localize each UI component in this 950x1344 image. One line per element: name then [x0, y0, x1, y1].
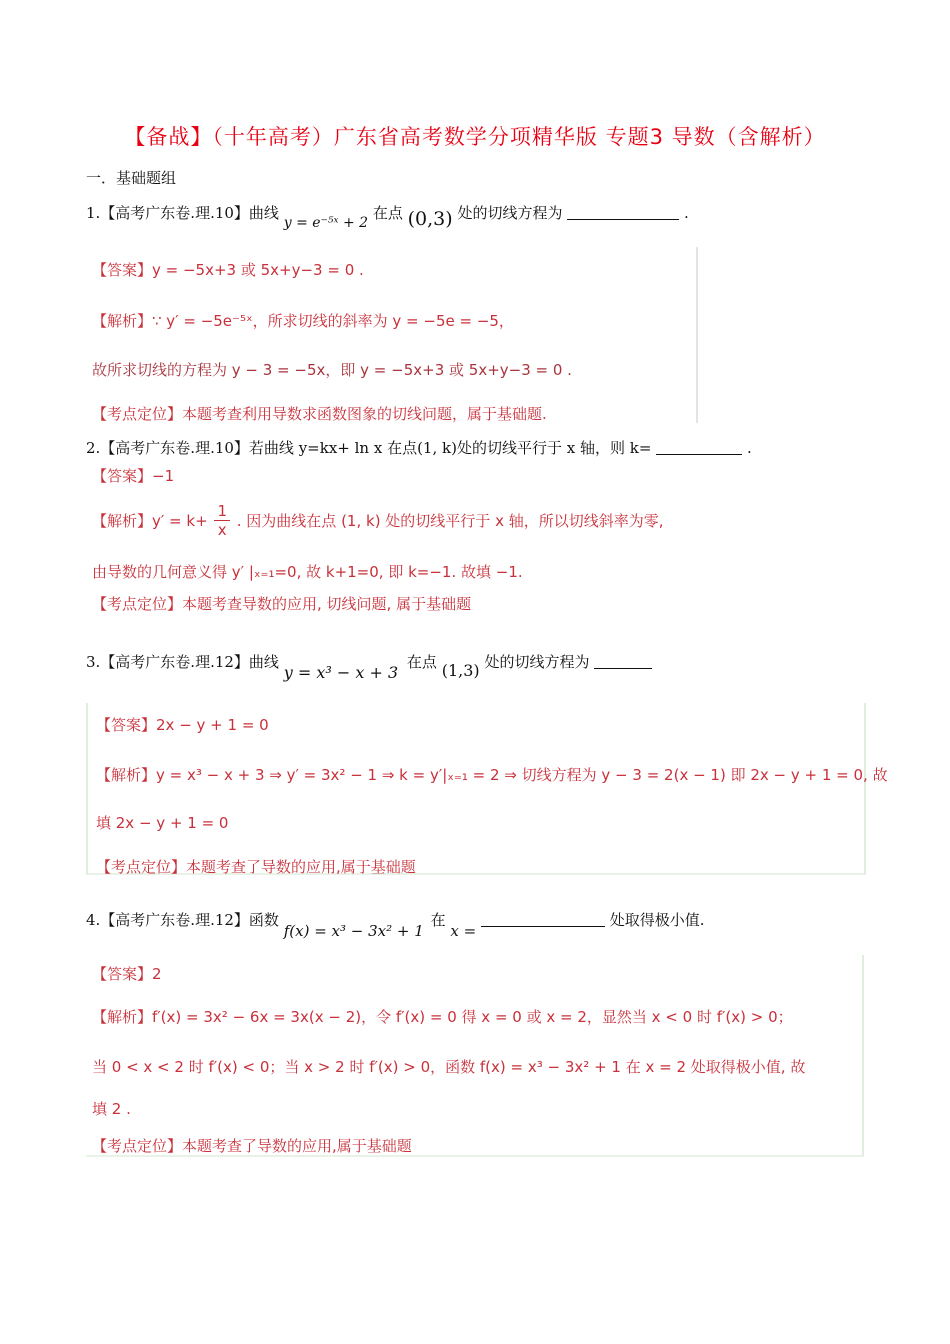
question-3-formula: y = x³ − x + 3 — [283, 663, 399, 682]
question-3-mid: 在点 — [406, 653, 437, 671]
question-3-lead: 3.【高考广东卷.理.12】曲线 — [86, 653, 279, 671]
fraction-denominator: x — [217, 521, 227, 539]
question-1-lead: 1.【高考广东卷.理.10】曲线 — [86, 204, 279, 222]
kaodian-4: 【考点定位】本题考查了导数的应用,属于基础题 — [92, 1137, 412, 1155]
solution-4: 【解析】f′(x) = 3x² − 6x = 3x(x − 2)，令 f′(x) = 0 得 x = 0 或 x = 2，显然当 x < 0 时 f′(x) > 0； — [92, 1008, 793, 1026]
question-4-xeq: x = — [450, 922, 477, 940]
fraction — [214, 502, 230, 539]
question-1-point: (0,3) — [407, 208, 453, 230]
solution-2 — [92, 502, 664, 539]
answer-blank — [567, 203, 679, 220]
solution-3-line2: 填 2x − y + 1 = 0 — [96, 814, 229, 832]
kaodian-1: 【考点定位】本题考查利用导数求函数图象的切线问题，属于基础题. — [92, 405, 547, 423]
question-3-tail: 处的切线方程为 — [484, 653, 590, 671]
question-1-formula: y = e⁻⁵ˣ + 2 — [283, 215, 369, 231]
section-heading: 一．基础题组 — [86, 169, 177, 187]
solution-2-line2: 由导数的几何意义得 y′ |ₓ₌₁=0, 故 k+1=0, 即 k=−1. 故填 −1. — [92, 563, 523, 581]
question-4-mid: 在 — [430, 911, 446, 929]
question-4-lead: 4.【高考广东卷.理.12】函数 — [86, 911, 279, 929]
answer-1: 【答案】y = −5x+3 或 5x+y−3 = 0 . — [92, 261, 364, 279]
question-3 — [86, 651, 652, 682]
answer-3: 【答案】2x − y + 1 = 0 — [96, 716, 269, 734]
question-2-text: 2.【高考广东卷.理.10】若曲线 y=kx+ ln x 在点(1, k)处的切线平行于 x 轴，则 k= — [86, 439, 652, 457]
solution-4-line3: 填 2 . — [92, 1100, 131, 1118]
fraction-numerator: 1 — [214, 502, 230, 521]
solution-3: 【解析】y = x³ − x + 3 ⇒ y′ = 3x² − 1 ⇒ k = y′|ₓ₌₁ = 2 ⇒ 切线方程为 y − 3 = 2(x − 1) 即 2x − y + 1 = 0, 故 — [96, 766, 888, 784]
answer-2: 【答案】−1 — [92, 467, 175, 485]
question-2-end: . — [746, 439, 752, 457]
question-1-tail: 处的切线方程为 — [457, 204, 563, 222]
question-1-mid: 在点 — [372, 204, 403, 222]
solution-1: 【解析】∵ y′ = −5e⁻⁵ˣ，所求切线的斜率为 y = −5e = −5， — [92, 312, 514, 330]
answer-blank — [594, 652, 652, 669]
question-1-end: . — [684, 204, 689, 222]
question-4 — [86, 909, 705, 940]
kaodian-2: 【考点定位】本题考查导数的应用, 切线问题, 属于基础题 — [92, 595, 472, 613]
kaodian-3: 【考点定位】本题考查了导数的应用,属于基础题 — [96, 858, 416, 876]
question-1 — [86, 201, 689, 231]
solution-4-line2: 当 0 < x < 2 时 f′(x) < 0；当 x > 2 时 f′(x) > 0，函数 f(x) = x³ − 3x² + 1 在 x = 2 处取得极小值, 故 — [92, 1058, 806, 1076]
solution-2-part-b: . 因为曲线在点 (1, k) 处的切线平行于 x 轴，所以切线斜率为零, — [236, 512, 664, 530]
question-2 — [86, 437, 752, 458]
page-title: 【备战】（十年高考）广东省高考数学分项精华版 专题3 导数（含解析） — [124, 125, 826, 149]
question-4-formula: f(x) = x³ − 3x² + 1 — [283, 922, 424, 940]
solution-1-line2: 故所求切线的方程为 y − 3 = −5x，即 y = −5x+3 或 5x+y−3 = 0 . — [92, 361, 572, 379]
answer-blank — [481, 910, 605, 927]
answer-4: 【答案】2 — [92, 965, 162, 983]
solution-2-part-a: 【解析】y′ = k+ — [92, 512, 208, 530]
answer-blank — [656, 438, 742, 455]
question-3-point: (1,3) — [441, 661, 480, 680]
question-4-tail: 处取得极小值. — [609, 911, 705, 929]
